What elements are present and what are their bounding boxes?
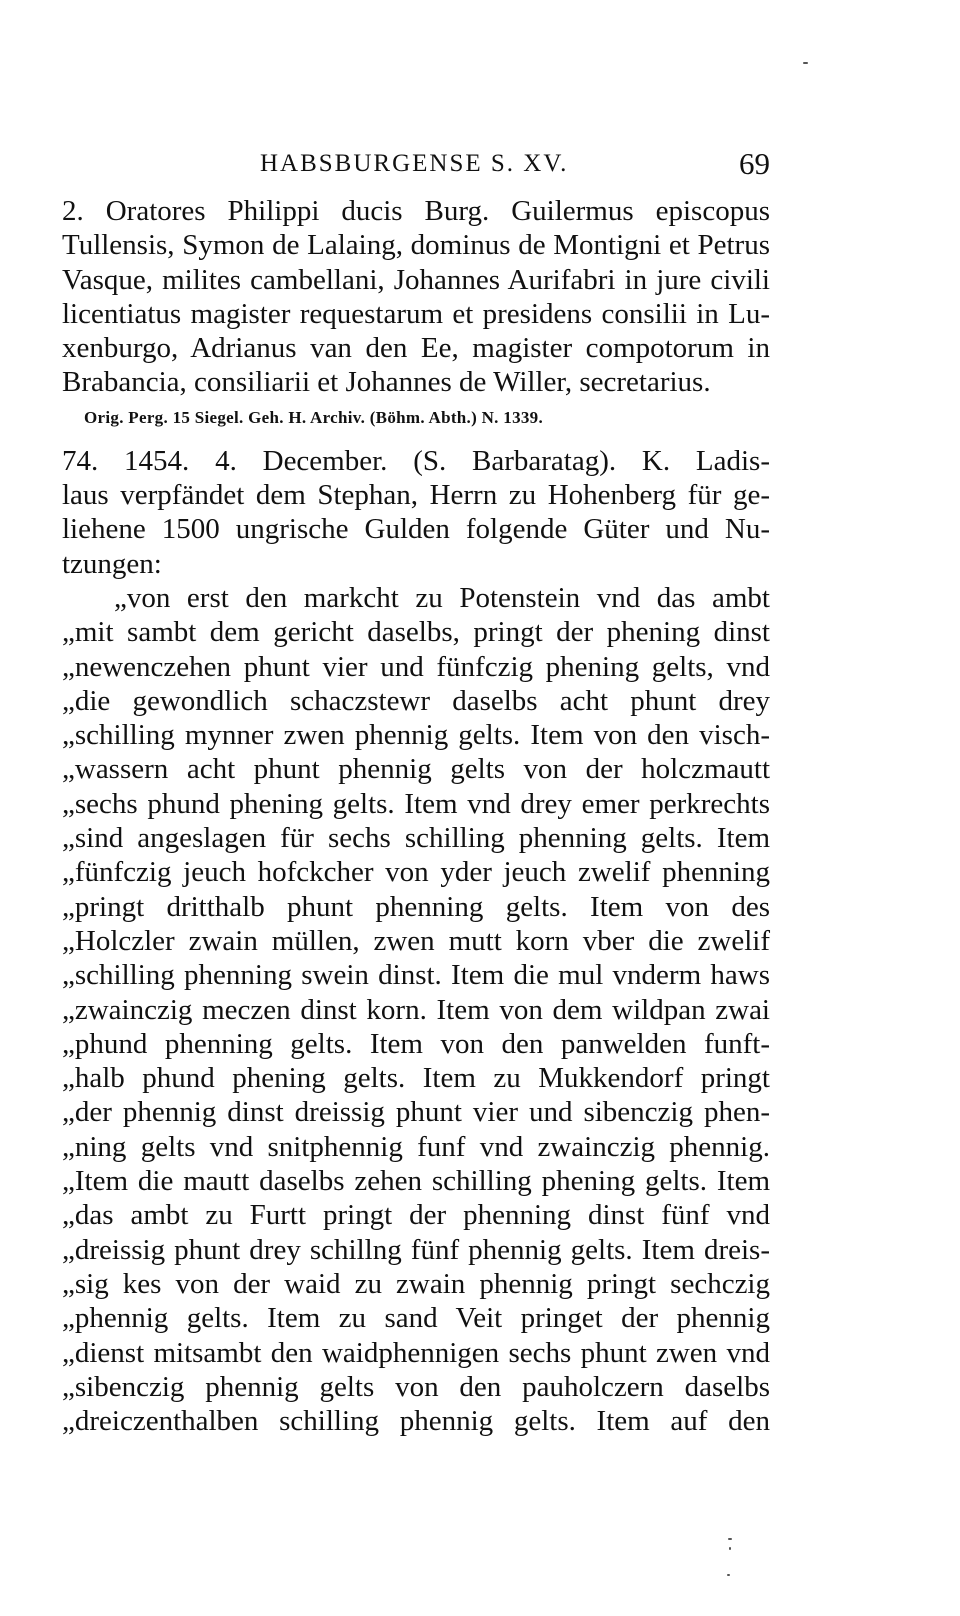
text-line: laus verpfändet dem Stephan, Herrn zu Hohenberg für ge-	[62, 479, 770, 512]
quote-line: „sig kes von der waid zu zwain phennig pringt sechczig	[62, 1267, 770, 1300]
page-header	[62, 146, 770, 186]
quote-line: „wassern acht phunt phennig gelts von der holczmautt	[62, 753, 770, 786]
quote-line: „der phennig dinst dreissig phunt vier und sibenczig phen-	[62, 1096, 770, 1129]
quote-line: „sibenczig phennig gelts von den pauholczern daselbs	[62, 1370, 770, 1403]
quote-line: „halb phund phening gelts. Item zu Mukkendorf pringt	[62, 1062, 770, 1095]
running-title: HABSBURGENSE S. XV.	[260, 150, 569, 177]
quote-line: „mit sambt dem gericht daselbs, pringt der phening dinst	[62, 616, 770, 649]
quote-line: „schilling mynner zwen phennig gelts. Item von den visch-	[62, 719, 770, 752]
quote-line: „pringt dritthalb phunt phenning gelts. Item von des	[62, 890, 770, 923]
source-note: Orig. Perg. 15 Siegel. Geh. H. Archiv. (Böhm. Abth.) N. 1339.	[84, 407, 544, 427]
text-line: Brabancia, consiliarii et Johannes de Willer, secretarius.	[62, 366, 711, 399]
text-line: licentiatus magister requestarum et presidens consilii in Lu-	[62, 297, 770, 330]
quote-line: „phund phenning gelts. Item von den panwelden funft-	[62, 1027, 770, 1060]
entry-heading-line: 74. 1454. 4. December. (S. Barbaratag). K. Ladis-	[62, 444, 770, 477]
text-line: tzungen:	[62, 547, 162, 580]
page-number: 69	[739, 146, 770, 181]
text-line: xenburgo, Adrianus van den Ee, magister compotorum in	[62, 332, 770, 365]
quote-line: „ning gelts vnd snitphennig funf vnd zwainczig phennig.	[62, 1130, 770, 1163]
text-line: Vasque, milites cambellani, Johannes Aurifabri in jure civili	[62, 263, 770, 296]
spacer	[62, 436, 770, 444]
quote-line: „die gewondlich schaczstewr daselbs acht phunt drey	[62, 684, 770, 717]
scan-speck	[728, 1538, 732, 1540]
quote-line: „das ambt zu Furtt pringt der phenning dinst fünf vnd	[62, 1199, 770, 1232]
page-body	[62, 194, 770, 1438]
quote-line: „newenczehen phunt vier und fünfczig phening gelts, vnd	[62, 650, 770, 683]
quote-line: „dienst mitsambt den waidphennigen sechs phunt zwen vnd	[62, 1336, 770, 1369]
scan-speck	[727, 1574, 730, 1576]
scan-speck	[803, 62, 808, 64]
text-line: Tullensis, Symon de Lalaing, dominus de Montigni et Petrus	[62, 229, 770, 262]
scan-speck	[729, 1547, 731, 1550]
quote-line: „Holczler zwain müllen, zwen mutt korn vber die zwelif	[62, 924, 770, 957]
quote-line: „zwainczig meczen dinst korn. Item von dem wildpan zwai	[62, 993, 770, 1026]
quote-line: „von erst den markcht zu Potenstein vnd das ambt	[114, 581, 770, 614]
quote-line: „phennig gelts. Item zu sand Veit pringet der phennig	[62, 1302, 770, 1335]
text-line: liehene 1500 ungrische Gulden folgende Güter und Nu-	[62, 513, 770, 546]
quote-line: „dreiczenthalben schilling phennig gelts. Item auf den	[62, 1405, 770, 1438]
text-line: 2. Oratores Philippi ducis Burg. Guilermus episcopus	[62, 195, 770, 227]
entry-74	[62, 444, 770, 581]
quote-line: „fünfczig jeuch hofckcher von yder jeuch zwelif phenning	[62, 856, 770, 889]
quote-line: „Item die mautt daselbs zehen schilling phening gelts. Item	[62, 1165, 770, 1198]
quote-line: „sechs phund phening gelts. Item vnd drey emer perkrechts	[62, 787, 770, 820]
quote-line: „sind angeslagen für sechs schilling phenning gelts. Item	[62, 822, 770, 855]
quote-line: „schilling phenning swein dinst. Item die mul vnderm haws	[62, 959, 770, 992]
quotation-block	[62, 581, 770, 1438]
paragraph-oratores	[62, 194, 770, 400]
quote-line: „dreissig phunt drey schillng fünf phennig gelts. Item dreis-	[62, 1233, 770, 1266]
